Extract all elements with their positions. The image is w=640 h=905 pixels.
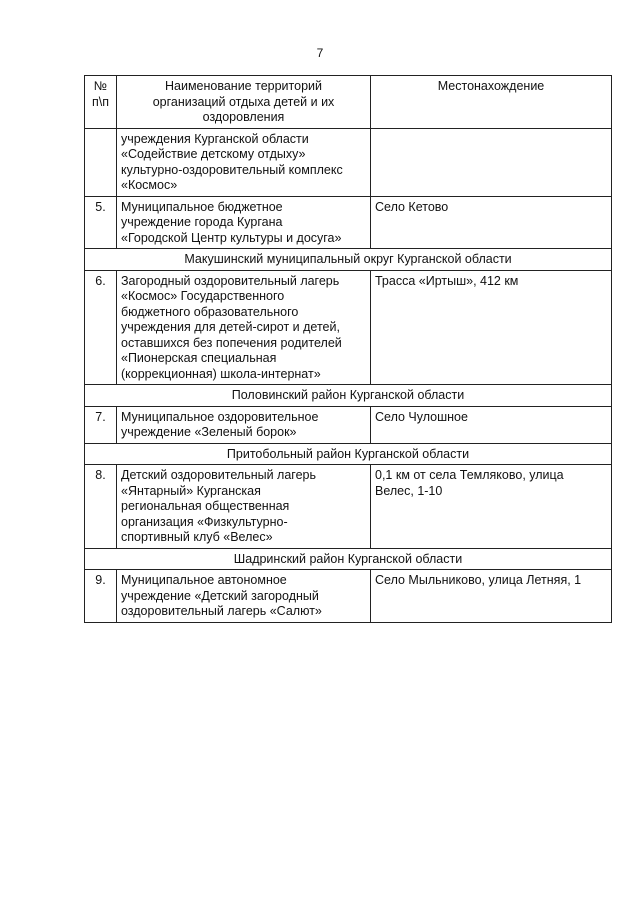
name-line: учреждения для детей-сирот и детей,	[121, 320, 340, 334]
name-line: Муниципальное автономное	[121, 573, 287, 587]
name-line: учреждения Курганской области	[121, 131, 309, 146]
table-row	[85, 270, 612, 385]
name-line: «Янтарный» Курганская	[121, 483, 261, 498]
table-header-row	[85, 76, 612, 129]
location-line: Велес, 1-10	[375, 483, 443, 498]
row-number: 7.	[85, 406, 117, 443]
name-line: Муниципальное бюджетное	[121, 199, 283, 214]
name-line: Детский оздоровительный лагерь	[121, 468, 317, 482]
row-number: 8.	[85, 465, 117, 549]
name-line: учреждение «Детский загородный	[121, 588, 319, 603]
name-line: оставшихся без попечения родителей	[121, 335, 342, 350]
row-number	[85, 128, 117, 196]
section-title: Притобольный район Курганской области	[85, 443, 612, 465]
name-line: учреждение «Зеленый борок»	[121, 425, 297, 439]
location: Село Чулошное	[371, 406, 612, 443]
table-row	[85, 196, 612, 249]
name-line: Загородный оздоровительный лагерь	[121, 273, 340, 288]
name-line: учреждение города Кургана	[121, 215, 283, 229]
name-line: «Космос» Государственного	[121, 289, 285, 303]
name-line: «Содействие детскому отдыху»	[121, 147, 306, 161]
location: Трасса «Иртыш», 412 км	[371, 270, 612, 385]
table-row	[85, 465, 612, 549]
location-line: 0,1 км от села Темляково, улица	[375, 468, 564, 482]
name-line: Муниципальное оздоровительное	[121, 409, 319, 424]
header-name: Наименование территорий организаций отдыха детей и их оздоровления	[117, 76, 371, 129]
location	[371, 128, 612, 196]
name-line: спортивный клуб «Велес»	[121, 530, 273, 544]
row-number: 9.	[85, 570, 117, 623]
section-row	[85, 548, 612, 570]
section-title: Половинский район Курганской области	[85, 385, 612, 407]
name-line: «Пионерская специальная	[121, 351, 277, 365]
organization-name	[117, 570, 371, 623]
name-line: бюджетного образовательного	[121, 304, 299, 319]
header-location: Местонахождение	[371, 76, 612, 129]
organization-name	[117, 406, 371, 443]
header-num: № п\п	[85, 76, 117, 129]
organization-name	[117, 465, 371, 549]
table-row	[85, 406, 612, 443]
row-number: 5.	[85, 196, 117, 249]
location	[371, 465, 612, 549]
name-line: «Космос»	[121, 178, 178, 192]
table-body	[85, 128, 612, 622]
name-line: культурно-оздоровительный комплекс	[121, 162, 343, 177]
section-title: Шадринский район Курганской области	[85, 548, 612, 570]
name-line: (коррекционная) школа-интернат»	[121, 366, 321, 381]
location: Село Мыльниково, улица Летняя, 1	[371, 570, 612, 623]
row-number: 6.	[85, 270, 117, 385]
name-line: «Городской Центр культуры и досуга»	[121, 230, 342, 245]
organization-name	[117, 270, 371, 385]
page-number: 7	[316, 46, 324, 60]
name-line: оздоровительный лагерь «Салют»	[121, 604, 322, 618]
camps-table	[84, 75, 612, 623]
location: Село Кетово	[371, 196, 612, 249]
name-line: региональная общественная	[121, 499, 290, 513]
organization-name	[117, 128, 371, 196]
section-row	[85, 385, 612, 407]
section-row	[85, 249, 612, 271]
organization-name	[117, 196, 371, 249]
section-title: Макушинский муниципальный округ Курганской области	[85, 249, 612, 271]
table-row	[85, 128, 612, 196]
table-row	[85, 570, 612, 623]
section-row	[85, 443, 612, 465]
name-line: организация «Физкультурно-	[121, 514, 288, 529]
